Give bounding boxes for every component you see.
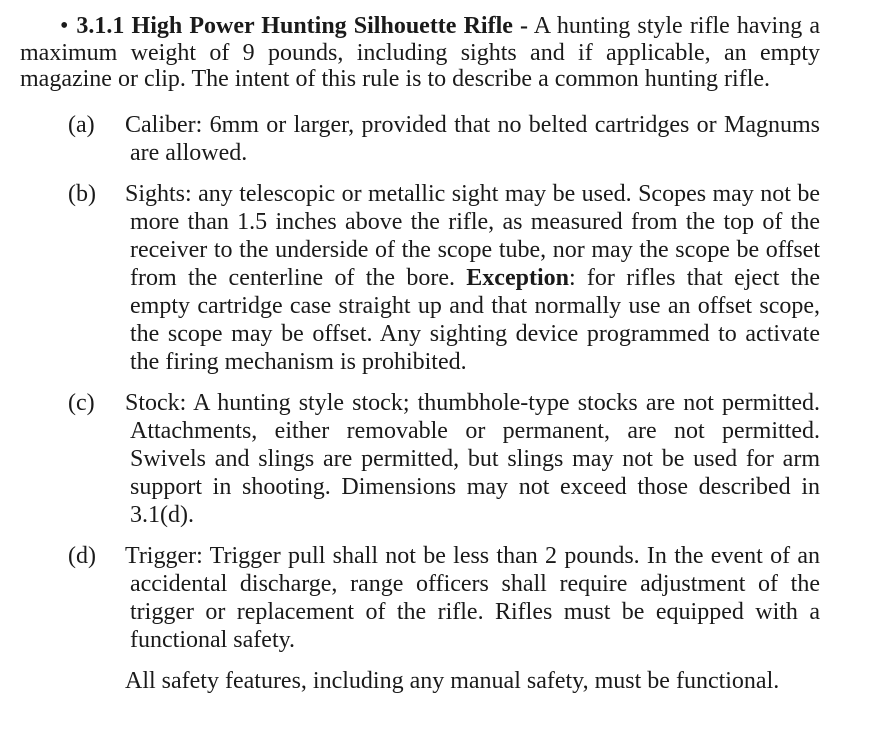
closing-note: All safety features, including any manual safety, must be functional. xyxy=(125,667,780,694)
subitem-marker: (b) xyxy=(68,180,96,207)
bullet-icon: • xyxy=(60,13,69,39)
rule-text: A hunting style rifle having a maximum weight of 9 pounds, including sights and if applicable, an empty magazine or clip. The intent of this rule is to describe a common hunting rifle. xyxy=(20,13,820,92)
subitem-text: Stock: A hunting style stock; thumbhole-type stocks are not permitted. Attachments, either removable or permanent, are not permitted. Swivels and slings are permitted, but slings may not be used for arm support in shooting. Dimensions may not exceed those described in 3.1(d). xyxy=(125,389,820,528)
subitem-a xyxy=(20,111,820,167)
subitem-text-before: Sights: any telescopic or metallic sight may be used. Scopes may not be more than 1.5 inches above the rifle, as measured from the top of the receiver to the underside of the scope tube, nor may the scope be offset from the centerline of the bore. xyxy=(125,180,820,291)
subitem-c xyxy=(20,389,820,529)
rule-paragraph xyxy=(20,13,820,93)
rule-heading: 3.1.1 High Power Hunting Silhouette Rifle - xyxy=(76,13,528,39)
subitem-text xyxy=(125,180,820,376)
subitem-marker: (a) xyxy=(68,111,95,138)
subitem-d xyxy=(20,542,820,654)
rule-subitems xyxy=(20,111,820,654)
subitem-text: Caliber: 6mm or larger, provided that no belted cartridges or Magnums are allowed. xyxy=(125,111,820,166)
subitem-text: Trigger: Trigger pull shall not be less than 2 pounds. In the event of an accidental discharge, range officers shall require adjustment of the trigger or replacement of the rifle. Rifles must be equipped with a functional safety. xyxy=(125,542,820,653)
exception-term: Exception xyxy=(466,264,569,291)
subitem-marker: (c) xyxy=(68,389,95,416)
subitem-marker: (d) xyxy=(68,542,96,569)
subitem-text-after: : for rifles that eject the empty cartridge case straight up and that normally use an offset scope, the scope may be offset. Any sighting device programmed to activate the firing mechanism is prohibited. xyxy=(130,264,820,375)
subitem-b xyxy=(20,180,820,376)
document-page xyxy=(20,13,820,695)
